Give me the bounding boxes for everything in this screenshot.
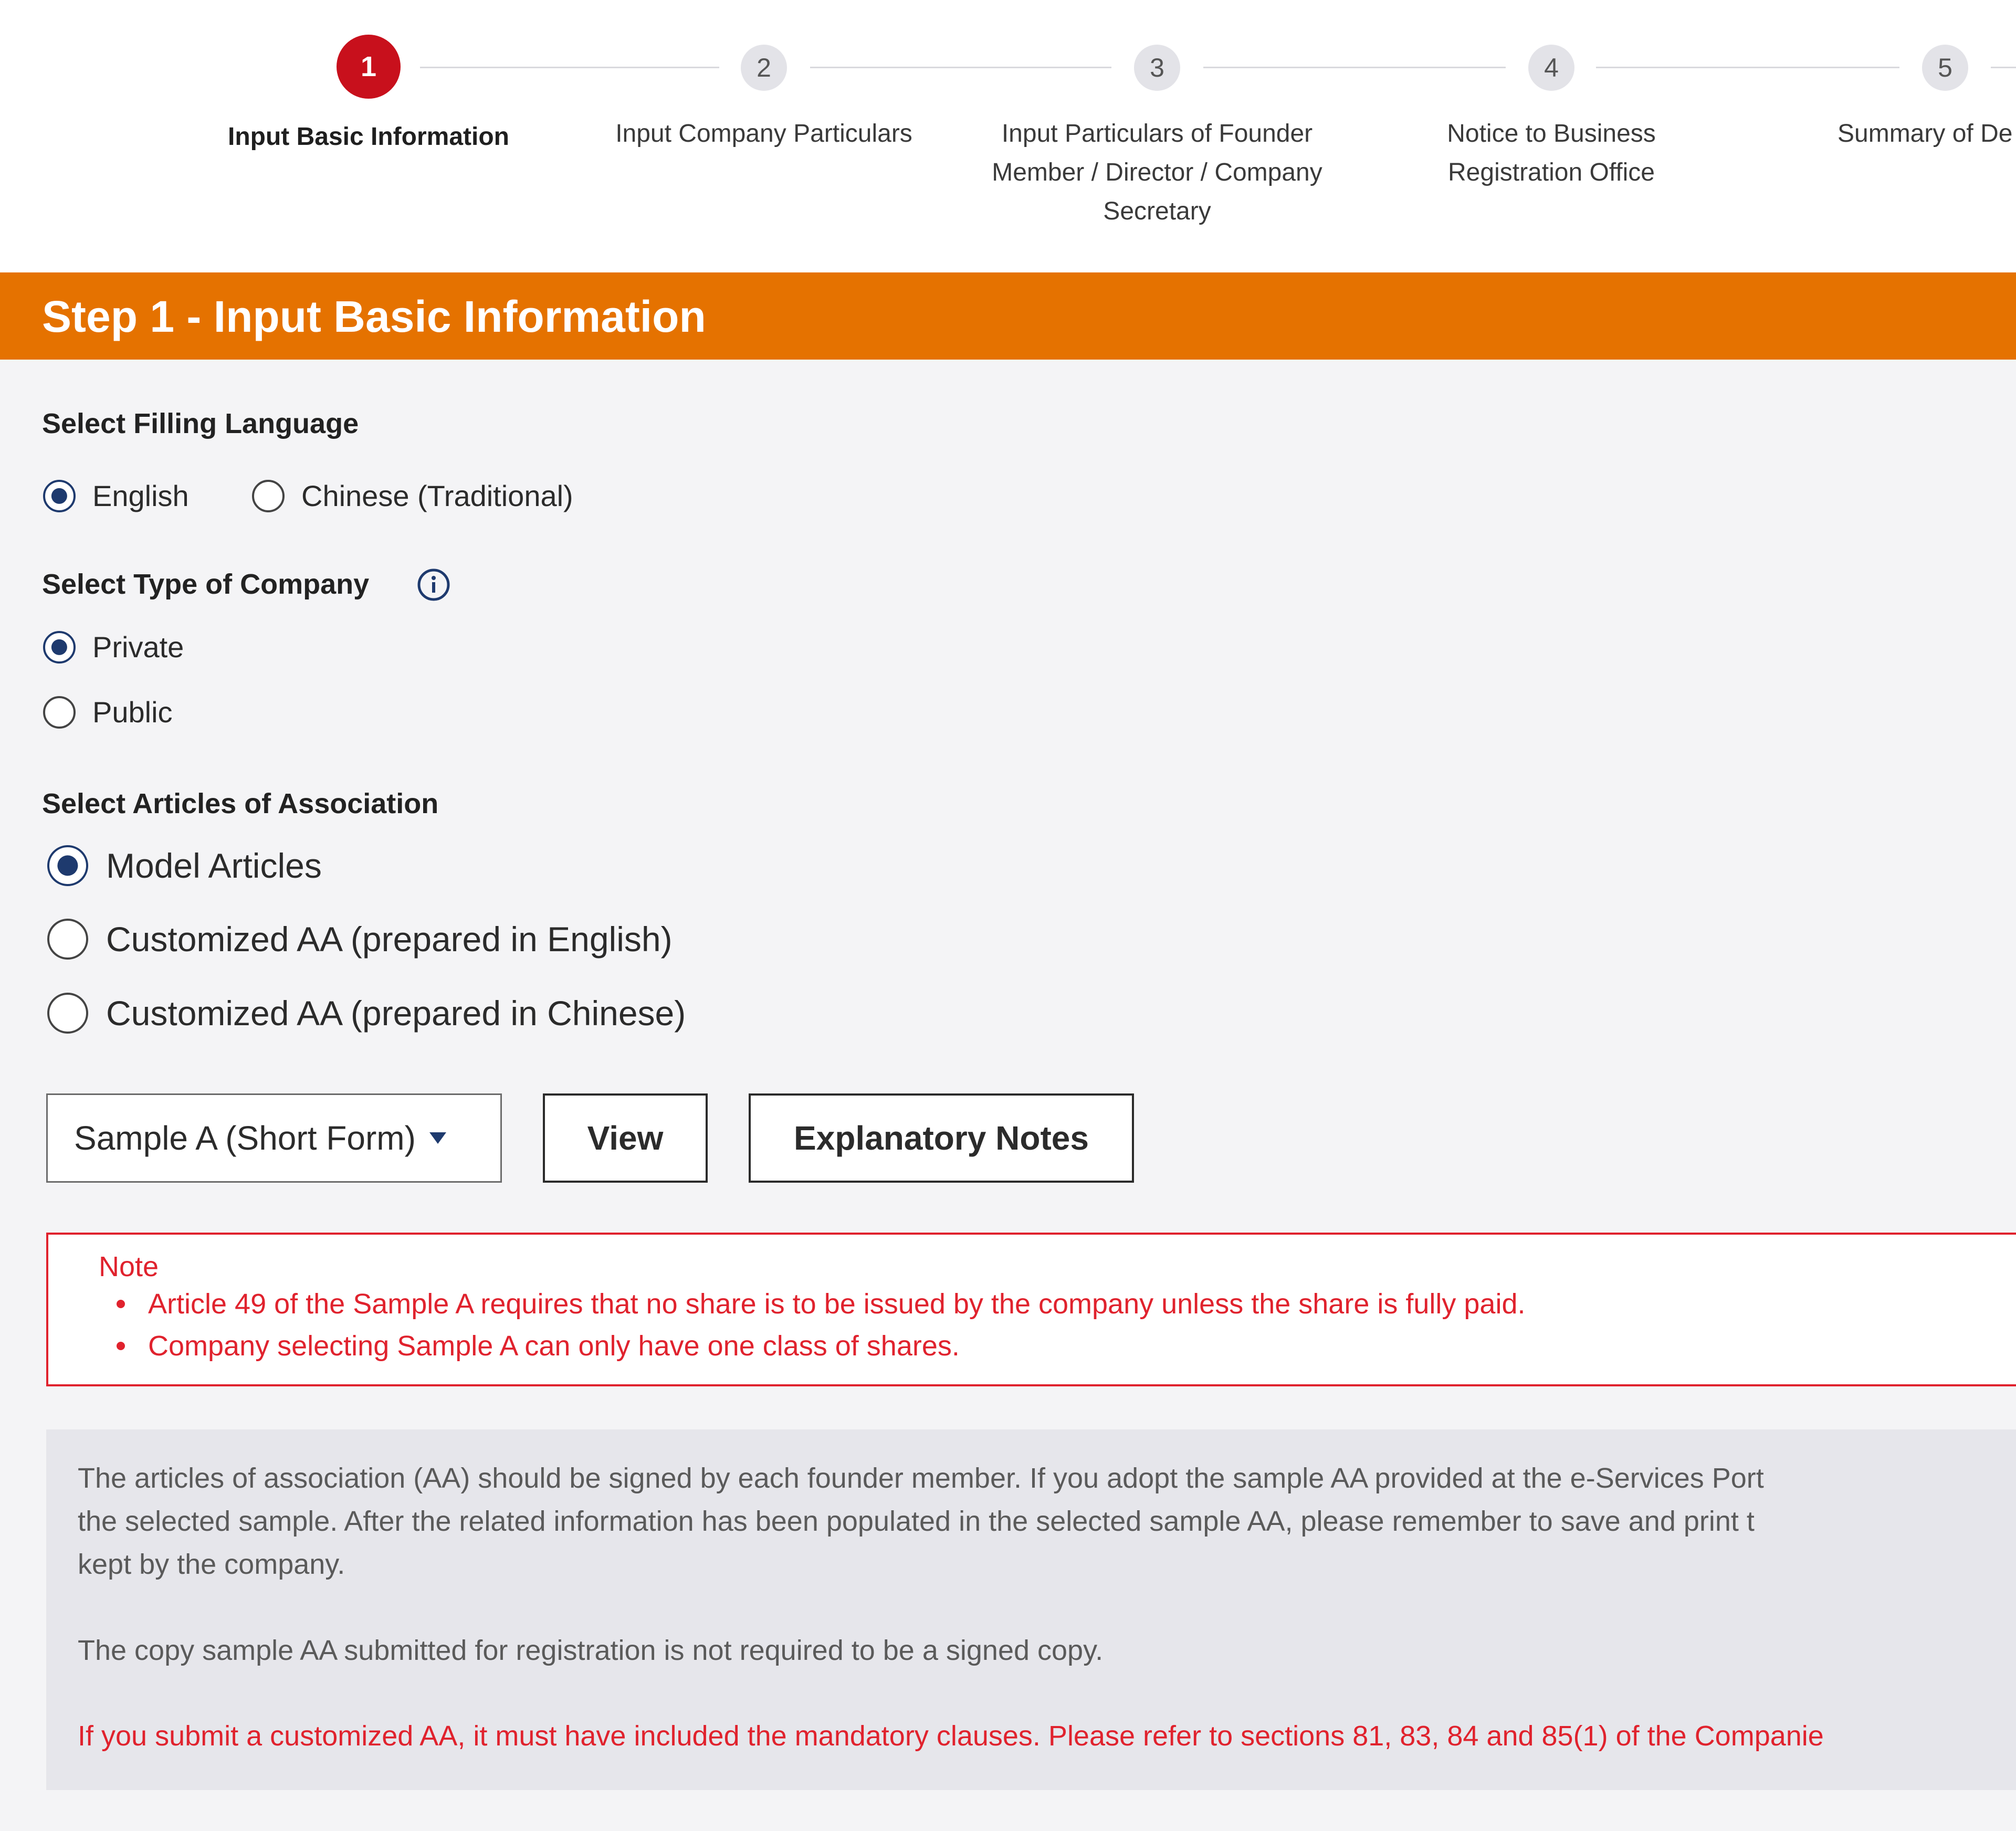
- info-text: the selected sample. After the related information has been populated in the selected sample AA, please remember to save and print t: [78, 1506, 1755, 1537]
- radio-button-checked[interactable]: [47, 845, 88, 886]
- radio-private[interactable]: [43, 630, 184, 664]
- step-connector: [1203, 67, 1506, 68]
- step-number: 2: [741, 45, 787, 91]
- articles-label: Select Articles of Association: [42, 788, 439, 819]
- step-label: Input Particulars of Founder Member / Director / Company Secretary: [992, 120, 1322, 225]
- step-connector: [420, 67, 719, 68]
- step-number: 1: [337, 35, 401, 99]
- info-panel: [46, 1429, 2016, 1790]
- info-icon[interactable]: [417, 568, 450, 602]
- radio-label: English: [92, 479, 189, 512]
- radio-label: Private: [92, 630, 184, 664]
- radio-button[interactable]: [43, 696, 76, 729]
- radio-model-articles[interactable]: [47, 845, 322, 886]
- info-text: The articles of association (AA) should be signed by each founder member. If you adopt the sample AA provided at the e-Services Port: [78, 1462, 1764, 1494]
- step-label: Input Basic Information: [227, 123, 509, 151]
- step-label: Input Company Particulars: [615, 120, 912, 148]
- step-header-bar: [0, 272, 2016, 360]
- page-title: Step 1 - Input Basic Information: [42, 292, 706, 341]
- note-item: Company selecting Sample A can only have one class of shares.: [148, 1325, 1525, 1367]
- radio-chinese-traditional[interactable]: [252, 479, 573, 513]
- info-text-warning: If you submit a customized AA, it must have included the mandatory clauses. Please refer to sections 81, 83, 84 and 85(1) of the Companie: [78, 1720, 1824, 1752]
- note-box: [46, 1233, 2016, 1386]
- note-list: [148, 1283, 1525, 1367]
- step-number: 3: [1134, 45, 1180, 91]
- radio-public[interactable]: [43, 695, 173, 729]
- radio-label: Chinese (Traditional): [301, 479, 573, 512]
- caret-down-icon: [429, 1132, 446, 1144]
- radio-button[interactable]: [252, 480, 285, 512]
- company-type-label: Select Type of Company: [42, 569, 370, 600]
- radio-customized-aa-chinese[interactable]: [47, 993, 686, 1034]
- view-button[interactable]: View: [543, 1093, 708, 1183]
- radio-label: Customized AA (prepared in English): [106, 920, 673, 959]
- step-label: Notice to Business Registration Office: [1447, 120, 1656, 186]
- radio-label: Model Articles: [106, 846, 322, 885]
- radio-label: Customized AA (prepared in Chinese): [106, 994, 686, 1033]
- filing-language-label: Select Filling Language: [42, 408, 359, 439]
- note-item: Article 49 of the Sample A requires that no share is to be issued by the company unless the share is fully paid.: [148, 1283, 1525, 1325]
- radio-english[interactable]: [43, 479, 189, 513]
- sample-select[interactable]: [46, 1093, 502, 1183]
- step-connector: [1596, 67, 1899, 68]
- step-label: Summary of De: [1838, 120, 2013, 148]
- sample-select-value: Sample A (Short Form): [74, 1119, 416, 1157]
- step-number: 4: [1528, 45, 1574, 91]
- radio-customized-aa-english[interactable]: [47, 919, 673, 960]
- radio-button[interactable]: [47, 919, 88, 960]
- step-number: 5: [1922, 45, 1968, 91]
- step-connector: [1991, 67, 2016, 68]
- info-text: kept by the company.: [78, 1549, 345, 1580]
- step-connector: [810, 67, 1111, 68]
- radio-label: Public: [92, 696, 173, 729]
- info-text: The copy sample AA submitted for registration is not required to be a signed copy.: [78, 1635, 1104, 1666]
- note-title: Note: [99, 1251, 159, 1282]
- radio-button-checked[interactable]: [43, 631, 76, 664]
- explanatory-notes-button[interactable]: Explanatory Notes: [749, 1093, 1134, 1183]
- radio-button-checked[interactable]: [43, 480, 76, 512]
- progress-stepper: [0, 0, 2016, 272]
- radio-button[interactable]: [47, 993, 88, 1034]
